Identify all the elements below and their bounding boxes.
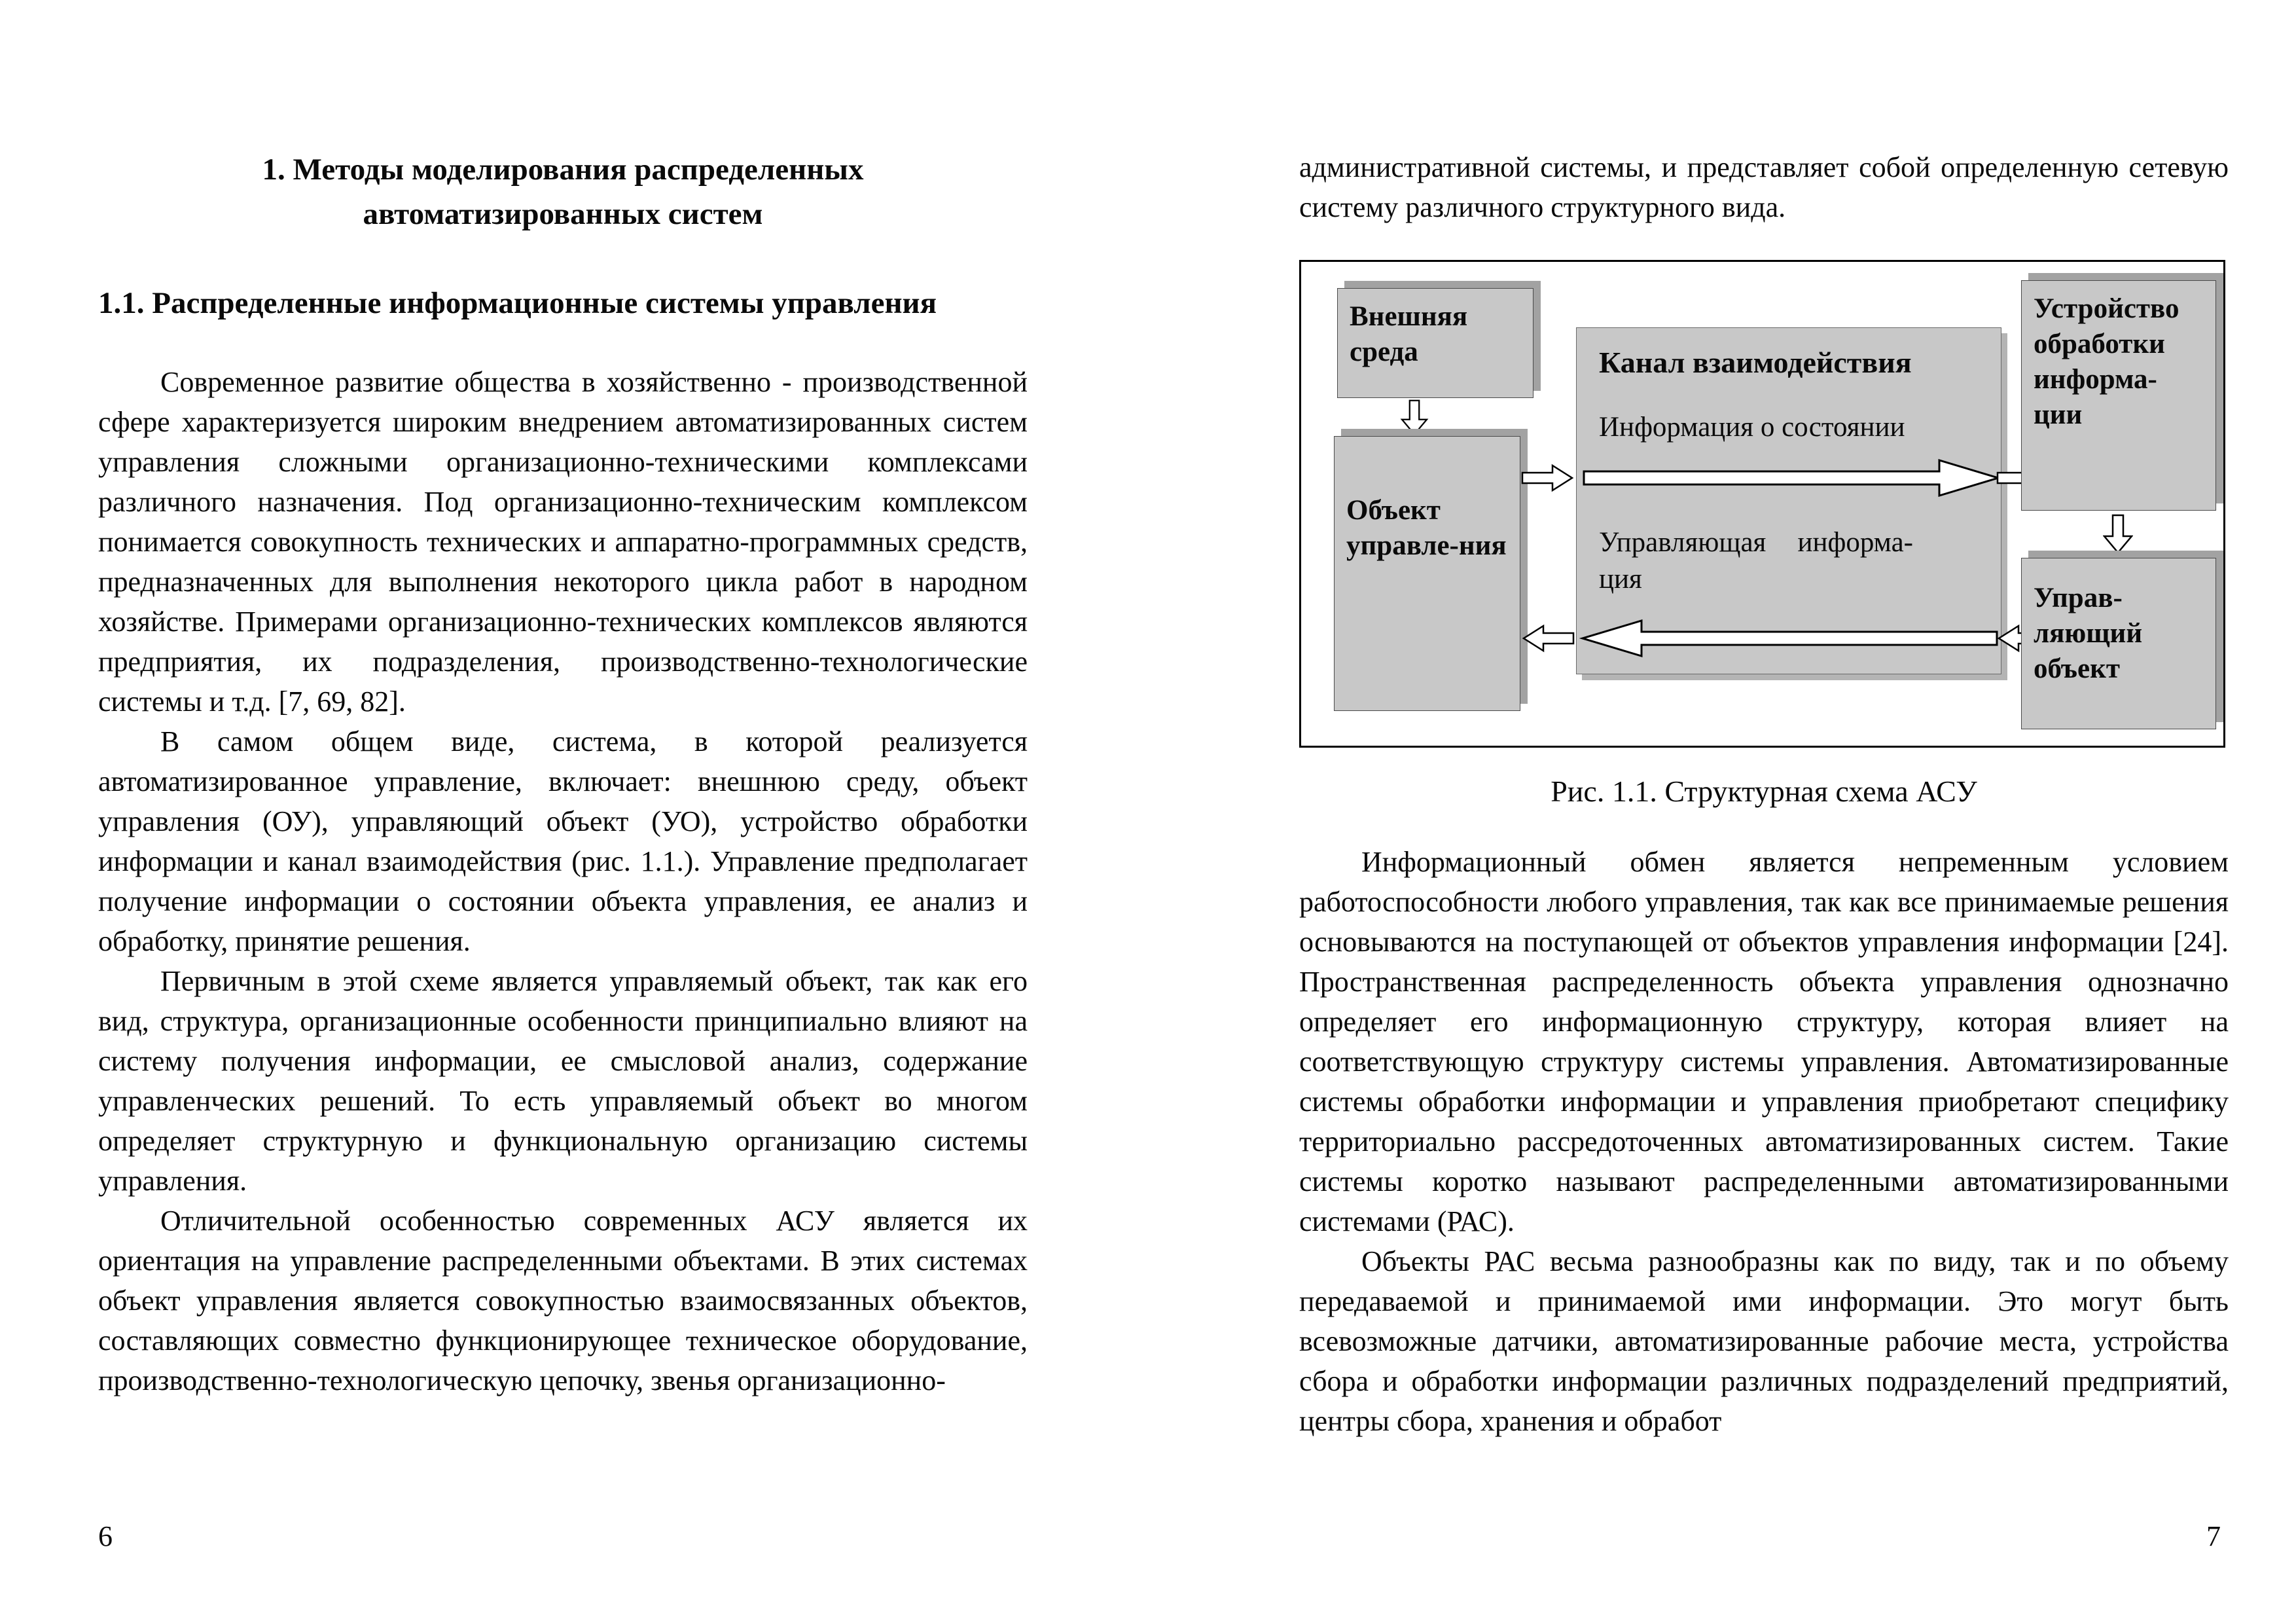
paragraph: Первичным в этой схеме является управляемый объект, так как его вид, структура, организационные особенности принципиально влияют на систему получения информации, ее смысловой анализ, содержание управленческих решений. То есть управляемый объект во многом определяет структурную и функциональную организацию системы управления. [98, 965, 1028, 1197]
paragraph: Информационный обмен является непременным условием работоспособности любого управления, так как все принимаемые решения основываются на поступающей от объектов управления информации [24]. Пространственная распределенность объекта управления однозначно определяет его информационную структуру, которая влияет на соответствующую структуру системы управления. Автоматизированные системы обработки информации и управления приобретают специфику территориально рассредоточенных автоматизированных систем. Такие системы коротко называют распределенными автоматизированными системами (РАС). [1299, 846, 2229, 1237]
control-object-label: Объект управле-ния [1346, 495, 1507, 561]
figure-caption: Рис. 1.1. Структурная схема АСУ [1551, 775, 1977, 808]
controlling-object-label: Управ-ляющий объект [2034, 583, 2143, 684]
figure-structural-diagram [1299, 260, 2225, 748]
control-object-box [1334, 436, 1520, 711]
page-number-right: 7 [2206, 1520, 2221, 1552]
down-arrow-icon [2103, 513, 2133, 555]
left-arrow-icon [1521, 623, 1575, 653]
state-info-right-arrow-icon [1583, 455, 2001, 501]
processing-device-box [2021, 280, 2216, 511]
chapter-title [98, 147, 1028, 236]
chapter-title-line1: 1. Методы моделирования распределенных [262, 153, 864, 187]
right-page [1299, 147, 2229, 1441]
external-environment-label: Внешняя среда [1350, 301, 1468, 367]
paragraph: административной системы, и представляет собой определенную сетевую систему различного структурного вида. [1299, 151, 2229, 223]
paragraph: В самом общем виде, система, в которой реализуется автоматизированное управление, включает: внешнюю среду, объект управления (ОУ), управляющий объект (УО), устройство обработки информации и канал взаимодействия (рис. 1.1.). Управление предполагает получение информации о состоянии объекта управления, ее анализ и обработку, принятие решения. [98, 725, 1028, 957]
down-arrow-icon [1399, 399, 1429, 436]
page-number-left: 6 [98, 1520, 113, 1552]
paragraph: Отличительной особенностью современных АСУ является их ориентация на управление распределенными объектами. В этих системах объект управления является совокупностью взаимосвязанных объектов, составляющих совместно функционирующее техническое оборудование, производственно-технологическую цепочку, звенья организационно- [98, 1205, 1028, 1396]
control-info-left-arrow-icon [1579, 615, 1998, 661]
right-arrow-icon [1521, 463, 1575, 493]
chapter-title-line2: автоматизированных систем [363, 197, 763, 231]
interaction-channel-label: Канал взаимодействия [1599, 346, 1912, 379]
paragraph: Объекты РАС весьма разнообразны как по виду, так и по объему передаваемой и принимаемой ими информации. Это могут быть всевозможные датчики, автоматизированные рабочие места, устройства сбора и обработки информации различных подразделений предприятий, центры сбора, хранения и обработ [1299, 1245, 2229, 1437]
external-environment-box [1337, 288, 1534, 398]
left-page [98, 147, 1028, 1400]
state-information-label: Информация о состоянии [1599, 412, 1905, 443]
controlling-object-box [2021, 558, 2216, 729]
section-title: 1.1. Распределенные информационные системы управления [98, 286, 937, 320]
control-information-label: Управляющая информа-ция [1599, 527, 1913, 594]
paragraph: Современное развитие общества в хозяйственно - производственной сфере характеризуется широким внедрением автоматизированных систем управления сложными организационно-техническими комплексами различного назначения. Под организационно-техническим комплексом понимается совокупность технических и аппаратно-программных средств, предназначенных для выполнения некоторого цикла работ в народном хозяйстве. Примерами организационно-технических комплексов являются предприятия, их подразделения, производственно-технологические системы и т.д. [7, 69, 82]. [98, 366, 1028, 718]
processing-device-label: Устройство обработки информа-ции [2034, 293, 2179, 430]
